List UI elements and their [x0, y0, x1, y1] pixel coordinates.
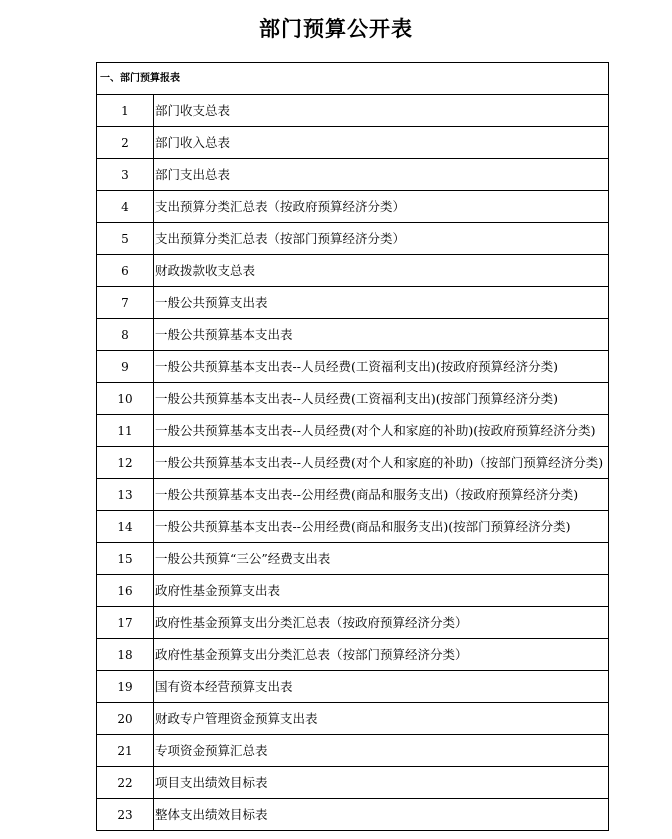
report-name: 一般公共预算基本支出表--公用经费(商品和服务支出)(按部门预算经济分类): [154, 511, 609, 543]
report-name: 一般公共预算“三公”经费支出表: [154, 543, 609, 575]
row-number: 10: [97, 383, 154, 415]
row-number: 2: [97, 127, 154, 159]
row-number: 6: [97, 255, 154, 287]
report-name: 支出预算分类汇总表（按政府预算经济分类）: [154, 191, 609, 223]
table-body: [97, 95, 609, 831]
table-row: [97, 479, 609, 511]
table-row: [97, 415, 609, 447]
section-header: 一、部门预算报表: [97, 63, 609, 95]
table-row: [97, 447, 609, 479]
table-row: [97, 383, 609, 415]
report-name: 财政拨款收支总表: [154, 255, 609, 287]
row-number: 7: [97, 287, 154, 319]
row-number: 16: [97, 575, 154, 607]
report-name: 部门收支总表: [154, 95, 609, 127]
table-row: [97, 287, 609, 319]
report-name: 国有资本经营预算支出表: [154, 671, 609, 703]
row-number: 4: [97, 191, 154, 223]
row-number: 1: [97, 95, 154, 127]
row-number: 22: [97, 767, 154, 799]
report-name: 整体支出绩效目标表: [154, 799, 609, 831]
table-row: [97, 735, 609, 767]
table-row: [97, 639, 609, 671]
report-name: 一般公共预算基本支出表--公用经费(商品和服务支出)（按政府预算经济分类): [154, 479, 609, 511]
report-name: 一般公共预算基本支出表: [154, 319, 609, 351]
row-number: 12: [97, 447, 154, 479]
table-row: [97, 511, 609, 543]
report-name: 一般公共预算支出表: [154, 287, 609, 319]
table-row: [97, 543, 609, 575]
row-number: 5: [97, 223, 154, 255]
report-index-table: [96, 62, 609, 831]
table-row: [97, 95, 609, 127]
report-name: 一般公共预算基本支出表--人员经费(工资福利支出)(按部门预算经济分类): [154, 383, 609, 415]
report-name: 项目支出绩效目标表: [154, 767, 609, 799]
row-number: 20: [97, 703, 154, 735]
table-row: [97, 127, 609, 159]
row-number: 19: [97, 671, 154, 703]
table-row: [97, 223, 609, 255]
row-number: 3: [97, 159, 154, 191]
report-name: 政府性基金预算支出表: [154, 575, 609, 607]
report-name: 政府性基金预算支出分类汇总表（按部门预算经济分类）: [154, 639, 609, 671]
row-number: 11: [97, 415, 154, 447]
report-name: 部门收入总表: [154, 127, 609, 159]
row-number: 18: [97, 639, 154, 671]
row-number: 15: [97, 543, 154, 575]
row-number: 8: [97, 319, 154, 351]
report-name: 部门支出总表: [154, 159, 609, 191]
row-number: 17: [97, 607, 154, 639]
report-name: 财政专户管理资金预算支出表: [154, 703, 609, 735]
report-name: 专项资金预算汇总表: [154, 735, 609, 767]
table-row: [97, 575, 609, 607]
table-row: [97, 671, 609, 703]
report-name: 一般公共预算基本支出表--人员经费(对个人和家庭的补助)（按部门预算经济分类): [154, 447, 609, 479]
table-row: [97, 159, 609, 191]
table-row: [97, 319, 609, 351]
table-row: [97, 703, 609, 735]
report-name: 支出预算分类汇总表（按部门预算经济分类）: [154, 223, 609, 255]
row-number: 23: [97, 799, 154, 831]
table-row: [97, 351, 609, 383]
report-name: 政府性基金预算支出分类汇总表（按政府预算经济分类）: [154, 607, 609, 639]
report-name: 一般公共预算基本支出表--人员经费(工资福利支出)(按政府预算经济分类): [154, 351, 609, 383]
table-row: [97, 255, 609, 287]
table-row: [97, 767, 609, 799]
row-number: 9: [97, 351, 154, 383]
table-row: [97, 799, 609, 831]
row-number: 21: [97, 735, 154, 767]
report-name: 一般公共预算基本支出表--人员经费(对个人和家庭的补助)(按政府预算经济分类): [154, 415, 609, 447]
row-number: 14: [97, 511, 154, 543]
row-number: 13: [97, 479, 154, 511]
page-title: 部门预算公开表: [259, 17, 413, 41]
table-row: [97, 191, 609, 223]
table-row: [97, 607, 609, 639]
